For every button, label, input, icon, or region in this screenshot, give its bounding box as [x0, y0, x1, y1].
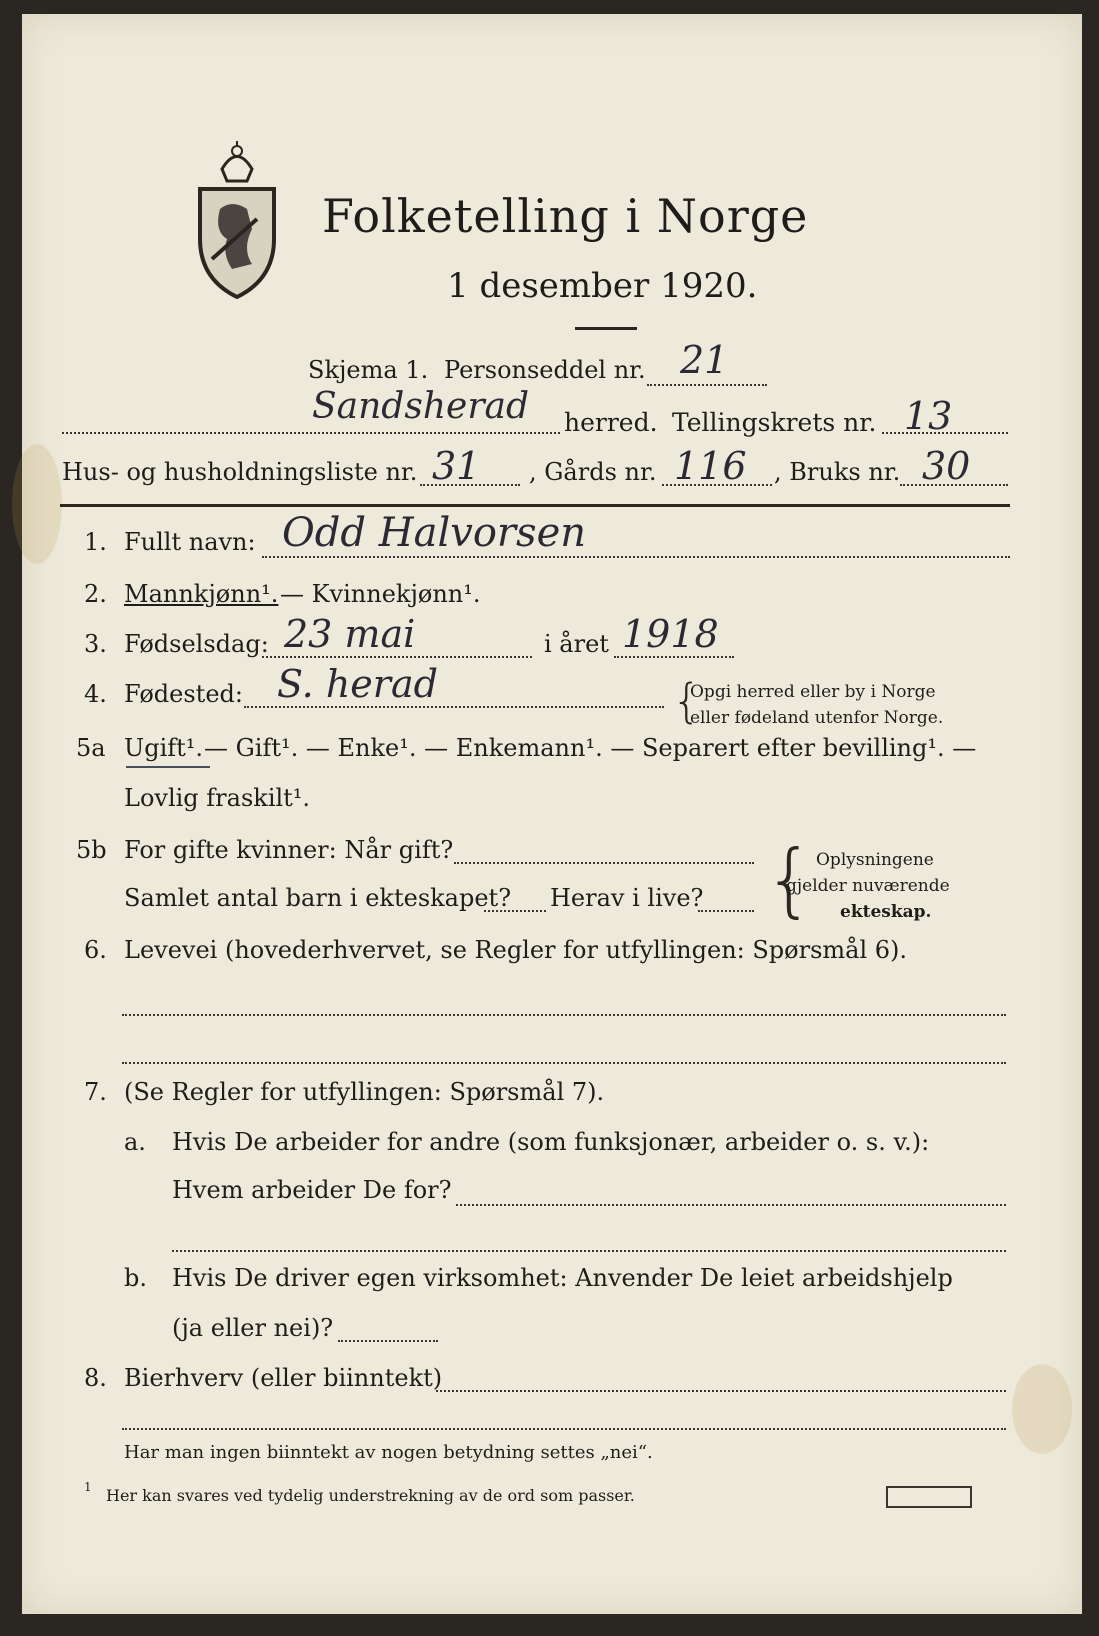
q8-line1	[436, 1390, 1006, 1392]
q1-label: Fullt navn:	[124, 528, 256, 556]
hus-label: Hus- og husholdningsliste nr.	[62, 458, 418, 486]
q1-line	[262, 556, 1010, 558]
q7a-line2	[172, 1250, 1006, 1252]
footnote-text: Her kan svares ved tydelig understrekning av de ord som passer.	[106, 1486, 635, 1505]
q7-number: 7.	[84, 1078, 107, 1106]
q7a-line1	[456, 1204, 1006, 1206]
bruks-value[interactable]: 30	[922, 444, 971, 488]
q5b-number: 5b	[76, 836, 107, 864]
census-form-sheet	[22, 14, 1082, 1614]
q6-line1	[122, 1014, 1006, 1016]
bruks-label: , Bruks nr.	[774, 458, 901, 486]
q5b-note-line2: gjelder nuværende	[786, 876, 950, 896]
q4-brace: {	[672, 674, 702, 728]
form-date: 1 desember 1920.	[447, 266, 758, 306]
q5a-number: 5a	[76, 734, 106, 762]
q7b-yesno-label: (ja eller nei)?	[172, 1314, 334, 1342]
q2-male-option[interactable]: Mannkjønn¹.	[124, 580, 279, 608]
q8-line2	[122, 1428, 1006, 1430]
paper-stain	[1012, 1364, 1072, 1454]
q3-year-label: i året	[544, 630, 609, 658]
q7-label: (Se Regler for utfyllingen: Spørsmål 7).	[124, 1078, 605, 1106]
tellingskrets-value[interactable]: 13	[904, 394, 953, 438]
birth-date-value[interactable]: 23 mai	[284, 612, 416, 656]
herred-line	[62, 432, 560, 434]
q8-note: Har man ingen biinntekt av nogen betydning settes „nei“.	[124, 1442, 653, 1463]
q7a-letter: a.	[124, 1128, 146, 1156]
q7b-letter: b.	[124, 1264, 147, 1292]
q5b-alive-label: Herav i live?	[550, 884, 704, 912]
q5b-children-line	[484, 910, 546, 912]
q5b-children-label: Samlet antal barn i ekteskapet?	[124, 884, 512, 912]
q7b-label: Hvis De driver egen virksomhet: Anvender De leiet arbeidshjelp	[172, 1264, 953, 1292]
full-name-value[interactable]: Odd Halvorsen	[282, 510, 587, 556]
form-title: Folketelling i Norge	[322, 189, 809, 243]
q2-female-option[interactable]: — Kvinnekjønn¹.	[280, 580, 481, 608]
hus-value[interactable]: 31	[432, 444, 481, 488]
herred-value[interactable]: Sandsherad	[312, 386, 530, 427]
norwegian-coat-of-arms-icon	[192, 139, 282, 299]
skjema-label: Skjema 1.	[308, 356, 429, 384]
q3-day-line	[262, 656, 532, 658]
title-divider	[575, 327, 637, 330]
q5a-other-options[interactable]: — Gift¹. — Enke¹. — Enkemann¹. — Separert efter bevilling¹. —	[204, 734, 977, 762]
q2-number: 2.	[84, 580, 107, 608]
gards-value[interactable]: 116	[674, 444, 747, 488]
tellingskrets-label: Tellingskrets nr.	[672, 408, 877, 437]
q5b-note-line3: ekteskap.	[840, 902, 932, 922]
q7a-label: Hvis De arbeider for andre (som funksjonær, arbeider o. s. v.):	[172, 1128, 930, 1156]
q3-label: Fødselsdag:	[124, 630, 269, 658]
q5a-ugift-option[interactable]: Ugift¹.	[124, 734, 204, 762]
birthplace-value[interactable]: S. herad	[277, 662, 438, 706]
q5a-fraskilt-option[interactable]: Lovlig fraskilt¹.	[124, 784, 311, 812]
q8-number: 8.	[84, 1364, 107, 1392]
q5b-note-line1: Oplysningene	[816, 850, 934, 870]
personseddel-value[interactable]: 21	[680, 338, 729, 382]
gards-label: , Gårds nr.	[529, 458, 657, 486]
personseddel-line	[647, 384, 767, 386]
q6-line2	[122, 1062, 1006, 1064]
q5b-label: For gifte kvinner: Når gift?	[124, 836, 454, 864]
q4-note-line1: Opgi herred eller by i Norge	[690, 682, 936, 702]
q5b-line	[454, 862, 754, 864]
q3-year-line	[614, 656, 734, 658]
paper-stain	[12, 444, 62, 564]
ugift-underline	[126, 766, 210, 768]
q5b-brace: {	[764, 833, 815, 926]
q4-line	[244, 706, 664, 708]
personseddel-label: Personseddel nr.	[444, 356, 646, 384]
q7a-employer-label: Hvem arbeider De for?	[172, 1176, 452, 1204]
q8-label: Bierhverv (eller biinntekt)	[124, 1364, 443, 1392]
q6-label: Levevei (hovederhvervet, se Regler for utfyllingen: Spørsmål 6).	[124, 936, 908, 964]
herred-label: herred.	[564, 408, 658, 437]
printer-stamp	[886, 1486, 972, 1508]
q4-label: Fødested:	[124, 680, 243, 708]
q1-number: 1.	[84, 528, 107, 556]
q3-number: 3.	[84, 630, 107, 658]
q6-number: 6.	[84, 936, 107, 964]
q5b-alive-line	[698, 910, 754, 912]
header-divider	[60, 504, 1010, 507]
birth-year-value[interactable]: 1918	[622, 612, 719, 656]
footnote-mark: 1	[84, 1480, 92, 1494]
q7b-line	[338, 1340, 438, 1342]
q4-number: 4.	[84, 680, 107, 708]
q4-note-line2: eller fødeland utenfor Norge.	[690, 708, 944, 728]
